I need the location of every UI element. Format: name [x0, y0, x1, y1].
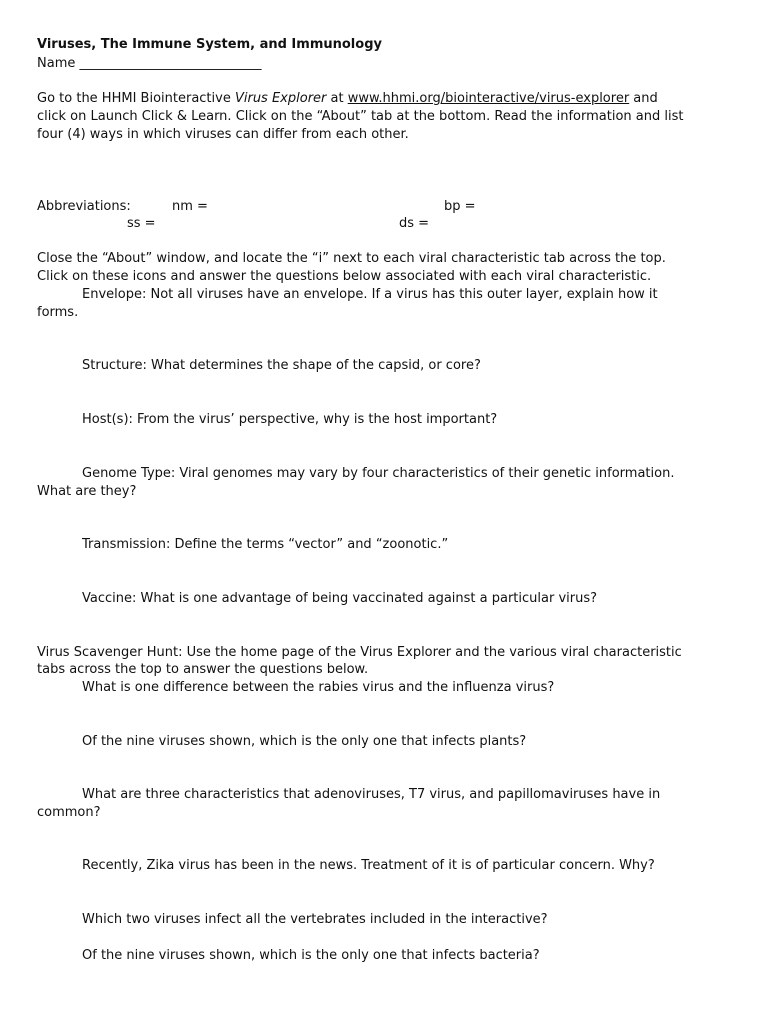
name-line[interactable]: Name ____________________________ — [37, 56, 262, 71]
intro-pre: Go to the HHMI Biointeractive — [37, 91, 235, 106]
abbrev-ds: ds = — [399, 216, 430, 231]
abbreviations-label: Abbreviations: — [37, 199, 131, 214]
structure-question: Structure: What determines the shape of the capsid, or core? — [82, 358, 481, 373]
intro-italic: Virus Explorer — [234, 91, 327, 106]
hosts-question: Host(s): From the virus’ perspective, why is the host important? — [82, 412, 498, 427]
hunt-question-1: What is one difference between the rabies virus and the influenza virus? — [82, 680, 555, 695]
intro-mid: at — [326, 91, 348, 106]
envelope-question: Envelope: Not all viruses have an envelope. If a virus has this outer layer, explain how it — [82, 287, 658, 302]
abbrev-nm: nm = — [172, 199, 208, 214]
hunt-question-5: Which two viruses infect all the vertebrates included in the interactive? — [82, 912, 548, 927]
intro-post: and — [629, 91, 658, 106]
hunt-question-4: Recently, Zika virus has been in the news. Treatment of it is of particular concern. Why? — [82, 858, 655, 873]
hunt-question-3-cont: common? — [37, 805, 101, 820]
intro-line-3: four (4) ways in which viruses can differ from each other. — [37, 127, 409, 142]
hunt-intro-2: tabs across the top to answer the questions below. — [37, 662, 369, 677]
genome-question-cont: What are they? — [37, 484, 137, 499]
hunt-intro-1: Virus Scavenger Hunt: Use the home page of the Virus Explorer and the various viral characteristic — [37, 645, 682, 660]
intro-line-2: click on Launch Click & Learn. Click on the “About” tab at the bottom. Read the information and list — [37, 109, 684, 124]
vaccine-question: Vaccine: What is one advantage of being vaccinated against a particular virus? — [82, 591, 598, 606]
virus-explorer-link[interactable]: www.hhmi.org/biointeractive/virus-explorer — [347, 91, 630, 106]
abbrev-bp: bp = — [444, 199, 476, 214]
genome-question: Genome Type: Viral genomes may vary by four characteristics of their genetic information. — [82, 466, 675, 481]
page-title: Viruses, The Immune System, and Immunology — [37, 37, 382, 52]
intro-line-1 — [37, 90, 658, 108]
hunt-question-2: Of the nine viruses shown, which is the only one that infects plants? — [82, 734, 527, 749]
envelope-question-cont: forms. — [37, 305, 79, 320]
abbrev-ss: ss = — [127, 216, 156, 231]
hunt-question-6: Of the nine viruses shown, which is the only one that infects bacteria? — [82, 948, 540, 963]
characteristics-intro-1: Close the “About” window, and locate the “i” next to each viral characteristic tab across the top. — [37, 251, 666, 266]
characteristics-intro-2: Click on these icons and answer the questions below associated with each viral characteristic. — [37, 269, 652, 284]
hunt-question-3: What are three characteristics that adenoviruses, T7 virus, and papillomaviruses have in — [82, 787, 661, 802]
transmission-question: Transmission: Define the terms “vector” and “zoonotic.” — [82, 537, 449, 552]
